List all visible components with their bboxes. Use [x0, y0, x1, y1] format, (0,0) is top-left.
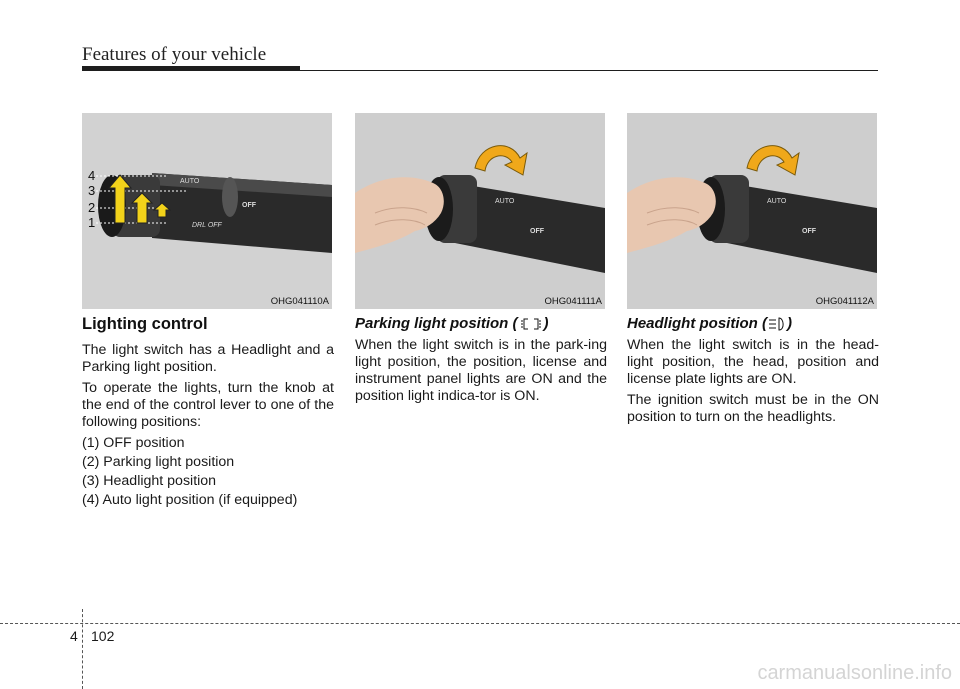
heading-text: Parking light position ( [355, 315, 518, 332]
marker-2: 2 [88, 200, 96, 215]
heading-text: ) [787, 315, 792, 332]
hand-lever-illustration [627, 113, 877, 309]
figure-code: OHG041111A [544, 296, 602, 307]
marker-1: 1 [88, 215, 96, 230]
list-item: (1) OFF position [82, 435, 185, 451]
watermark: carmanualsonline.info [757, 662, 952, 684]
section-lighting-control [82, 315, 334, 511]
paragraph: The ignition switch must be in the ON position to turn on the headlights. [627, 392, 879, 426]
paragraph: The light switch has a Headlight and a Parking light position. [82, 342, 334, 375]
section-parking-light [355, 315, 607, 409]
heading-text: Headlight position ( [627, 315, 767, 332]
section-heading: Lighting control [82, 315, 208, 333]
figure-code: OHG041112A [815, 296, 874, 307]
position-list [82, 435, 334, 509]
auto-label: AUTO [180, 178, 200, 185]
footer-divider [82, 609, 83, 689]
lever-illustration [82, 113, 332, 309]
figure-code: OHG041110A [270, 296, 329, 307]
chapter-number: 4 [70, 628, 78, 644]
parking-light-icon [518, 316, 544, 332]
off-label: OFF [242, 202, 256, 209]
paragraph: To operate the lights, turn the knob at the end of the control lever to one of the following positions: [82, 380, 334, 430]
drl-off-label: DRL OFF [192, 222, 222, 229]
marker-4: 4 [88, 168, 96, 183]
marker-3: 3 [88, 183, 96, 198]
auto-label: AUTO [495, 198, 515, 205]
section-headlight [627, 315, 879, 430]
hand-lever-illustration [355, 113, 605, 309]
list-item: (4) Auto light position (if equipped) [82, 492, 298, 508]
section-heading [355, 315, 607, 332]
page-header-title: Features of your vehicle [82, 44, 267, 65]
header-rule [82, 70, 878, 71]
footer-rule [0, 623, 960, 624]
off-label: OFF [530, 228, 544, 235]
paragraph: When the light switch is in the park-ing light position, the position, license and instrument panel lights are ON and the position light indica-tor is ON. [355, 337, 607, 405]
heading-text: ) [543, 315, 549, 332]
page-number: 102 [91, 628, 115, 644]
figure-parking-light [355, 113, 605, 309]
auto-label: AUTO [767, 198, 787, 205]
list-item: (3) Headlight position [82, 473, 217, 489]
paragraph: When the light switch is in the head-light position, the head, position and license plate lights are ON. [627, 337, 879, 388]
list-item: (2) Parking light position [82, 454, 235, 470]
headlight-icon [767, 316, 787, 332]
figure-headlight [627, 113, 877, 309]
figure-lighting-control [82, 113, 332, 309]
off-label: OFF [802, 228, 816, 235]
section-heading [627, 315, 879, 332]
